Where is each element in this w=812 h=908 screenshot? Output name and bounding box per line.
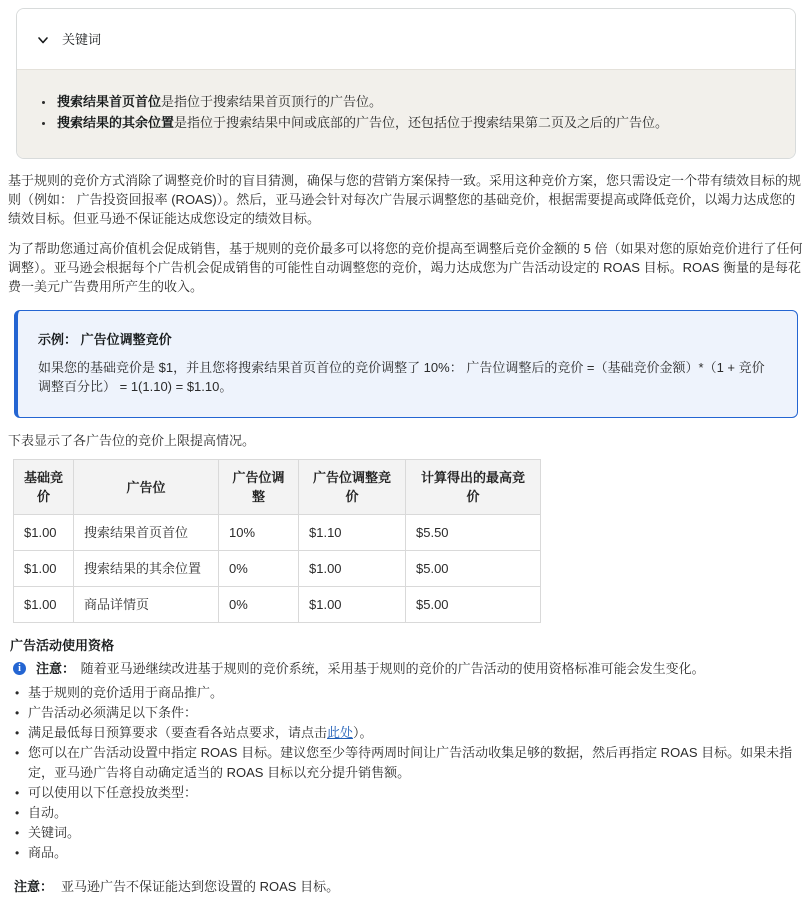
list-item: • 关键词。 (8, 823, 804, 843)
table-row (14, 515, 541, 551)
definition-text: 是指位于搜索结果首页顶行的广告位。 (161, 94, 383, 109)
cell-adjusted-bid: $1.00 (299, 587, 406, 623)
cell-placement: 搜索结果首页首位 (74, 515, 219, 551)
cell-placement: 商品详情页 (74, 587, 219, 623)
header-placement-adjustment: 广告位调整 (219, 460, 299, 515)
keywords-accordion (16, 8, 796, 159)
table-row (14, 551, 541, 587)
eligibility-list (8, 683, 804, 863)
keywords-accordion-body (17, 69, 795, 158)
list-item-budget: • 满足最低每日预算要求（要查看各站点要求，请点击此处）。 (8, 723, 804, 743)
placement-definition-list (41, 92, 771, 132)
info-icon: i (13, 662, 26, 675)
cell-adjusted-bid: $1.10 (299, 515, 406, 551)
bid-limit-table (13, 459, 541, 623)
definition-item (55, 113, 771, 132)
eligibility-note-text: 注意： 随着亚马逊继续改进基于规则的竞价系统，采用基于规则的竞价的广告活动的使用资格标准可能会发生变化。 (36, 661, 705, 676)
list-item: • 基于规则的竞价适用于商品推广。 (8, 683, 804, 703)
note-label: 注意： (36, 661, 76, 676)
list-item: • 自动。 (8, 803, 804, 823)
keywords-accordion-header[interactable] (17, 9, 795, 69)
header-placement: 广告位 (74, 460, 219, 515)
article-content (8, 8, 804, 896)
cell-base-bid: $1.00 (14, 551, 74, 587)
table-intro: 下表显示了各广告位的竞价上限提高情况。 (8, 433, 256, 448)
definition-term: 搜索结果的其余位置 (57, 115, 175, 130)
eligibility-note (8, 657, 804, 681)
chevron-down-icon (37, 34, 49, 46)
header-base-bid: 基础竞价 (14, 460, 74, 515)
footer-note-label: 注意： (14, 879, 54, 894)
example-callout (14, 310, 798, 418)
cell-max-bid: $5.50 (406, 515, 541, 551)
eligibility-heading: 广告活动使用资格 (10, 638, 115, 653)
cell-max-bid: $5.00 (406, 551, 541, 587)
list-item: • 商品。 (8, 843, 804, 863)
cell-max-bid: $5.00 (406, 587, 541, 623)
here-link[interactable]: 此处 (327, 725, 354, 740)
list-item: • 可以使用以下任意投放类型： (8, 783, 804, 803)
example-body: 如果您的基础竞价是 $1，并且您将搜索结果首页首位的竞价调整了 10%： 广告位调整后的竞价 =（基础竞价金额）*（1 + 竞价调整百分比） = 1(1.10) = $1.10。 (38, 360, 765, 394)
paragraph-roas-explanation: 为了帮助您通过高价值机会促成销售，基于规则的竞价最多可以将您的竞价提高至调整后竞价金额的 5 倍（如果对您的原始竞价进行了任何调整）。亚马逊会根据每个广告机会促成销售的可能性自动调整您的竞价，竭力达成您为广告活动设定的 ROAS 目标。ROAS 衡量的是每花费一美元广告费用所产生的收入。 (8, 241, 803, 294)
table-row (14, 587, 541, 623)
header-adjusted-bid: 广告位调整竞价 (299, 460, 406, 515)
cell-adjustment: 0% (219, 551, 299, 587)
header-max-bid: 计算得出的最高竞价 (406, 460, 541, 515)
cell-adjustment: 0% (219, 587, 299, 623)
footer-note-text: 亚马逊广告不保证能达到您设置的 ROAS 目标。 (61, 879, 340, 894)
definition-term: 搜索结果首页首位 (57, 94, 162, 109)
table-header-row (14, 460, 541, 515)
example-title: 示例： 广告位调整竞价 (38, 332, 172, 347)
cell-base-bid: $1.00 (14, 515, 74, 551)
list-item: • 广告活动必须满足以下条件： (8, 703, 804, 723)
definition-item (55, 92, 771, 111)
cell-base-bid: $1.00 (14, 587, 74, 623)
cell-adjustment: 10% (219, 515, 299, 551)
cell-placement: 搜索结果的其余位置 (74, 551, 219, 587)
list-item: • 您可以在广告活动设置中指定 ROAS 目标。建议您至少等待两周时间让广告活动收集足够的数据，然后再指定 ROAS 目标。如果未指定，亚马逊广告将自动确定适当的 ROAS 目标以充分提升销售额。 (8, 743, 804, 783)
footer-note (8, 877, 804, 896)
accordion-title: 关键词 (62, 32, 102, 47)
paragraph-rule-based-bidding: 基于规则的竞价方式消除了调整竞价时的盲目猜测，确保与您的营销方案保持一致。采用这种竞价方案，您只需设定一个带有绩效目标的规则（例如： 广告投资回报率 (ROAS)）。然后，亚马逊会针对每次广告展示调整您的基础竞价，根据需要提高或降低竞价，以竭力达成您的绩效目标。但亚马逊不保证能达成您设定的绩效目标。 (8, 173, 802, 226)
cell-adjusted-bid: $1.00 (299, 551, 406, 587)
definition-text: 是指位于搜索结果中间或底部的广告位，还包括位于搜索结果第二页及之后的广告位。 (174, 115, 669, 130)
